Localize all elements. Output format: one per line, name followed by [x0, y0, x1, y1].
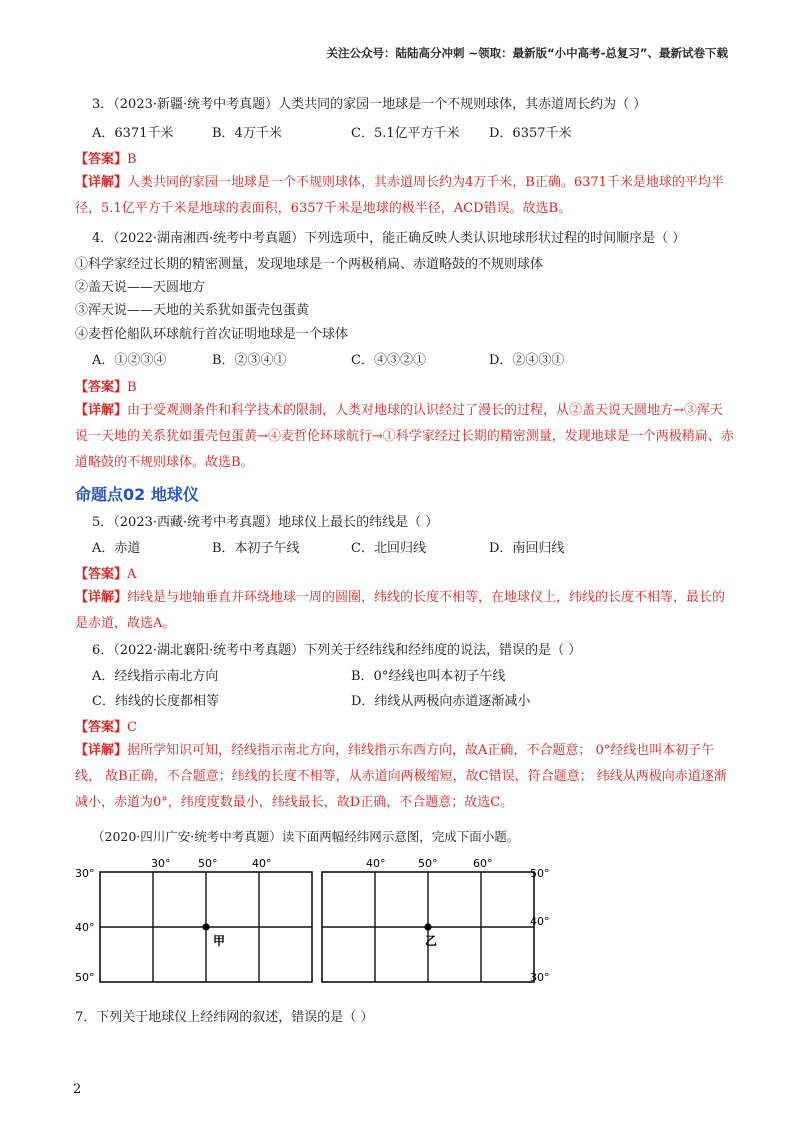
point-label-jia: 甲 — [213, 934, 226, 948]
detail-label: 【详解】 — [75, 590, 128, 605]
q6-stem: 6．（2022·湖北襄阳·统考中考真题）下列关于经纬线和经纬度的说法，错误的是（ ） — [92, 643, 582, 658]
detail-text: 纬线是与地轴垂直并环绕地球一周的圆圈，纬线的长度不相等，在地球仪上，纬线的长度不相等，最长的是赤道，故选A。 — [75, 590, 726, 631]
q6-answer — [75, 720, 735, 736]
point-label-yi: 乙 — [425, 934, 438, 948]
lon-label: 30° — [151, 857, 171, 870]
q4-option-a: A．①②③④ — [92, 353, 167, 368]
q4-stem: 4．（2022·湖南湘西·统考中考真题）下列选项中，能正确反映人类认识地球形状过程的时间顺序是（ ） — [92, 231, 686, 246]
lat-lon-grid-right — [318, 855, 568, 990]
detail-text: 由于受观测条件和科学技术的限制，人类对地球的认识经过了漫长的过程，从②盖天说天圆地方→③浑天说一天地的关系犹如蛋壳包蛋黄→④麦哲伦环球航行→①科学家经过长期的精密测量，发现地球是一个两极稍扁、赤道略鼓的不规则球体。故选B。 — [75, 403, 734, 470]
answer-value: A — [127, 567, 137, 582]
answer-label: 【答案】 — [75, 152, 128, 167]
q4-answer — [75, 380, 735, 396]
q4-item-2: ②盖天说——天圆地方 — [75, 280, 206, 295]
q5-answer — [75, 567, 735, 583]
answer-label: 【答案】 — [75, 720, 128, 735]
lon-label: 40° — [252, 857, 272, 870]
figure-caption: （2020·四川广安·统考中考真题）读下面两幅经纬网示意图，完成下面小题。 — [92, 829, 520, 844]
lat-label: 40° — [530, 915, 550, 928]
q6-options-row2 — [75, 694, 735, 710]
lon-label: 50° — [198, 857, 218, 870]
lon-label: 40° — [366, 857, 386, 870]
q5-option-a: A．赤道 — [92, 541, 141, 556]
q3-answer — [75, 152, 735, 168]
answer-label: 【答案】 — [75, 380, 128, 395]
answer-label: 【答案】 — [75, 567, 128, 582]
q5-detail — [75, 585, 735, 637]
lon-label: 50° — [418, 857, 438, 870]
q3-option-b: B．4万千米 — [212, 126, 282, 141]
lat-lon-grid-left — [72, 855, 322, 990]
q5-options — [75, 541, 735, 557]
q7-stem: 7．下列关于地球仪上经纬网的叙述，错误的是（ ） — [75, 1010, 374, 1025]
q5-option-d: D．南回归线 — [489, 541, 565, 556]
q6-option-a: A．经线指示南北方向 — [92, 669, 219, 684]
q6-options-row1 — [75, 669, 735, 685]
page-number: 2 — [73, 1082, 82, 1097]
q6-option-b: B．0°经线也叫本初子午线 — [351, 669, 506, 684]
point-marker-yi — [424, 923, 431, 930]
q4-option-d: D．②④③① — [489, 353, 565, 368]
section-title: 命题点02 地球仪 — [75, 485, 199, 504]
q3-options — [75, 126, 735, 142]
q5-stem: 5．（2023·西藏·统考中考真题）地球仪上最长的纬线是（ ） — [92, 515, 439, 530]
detail-label: 【详解】 — [75, 743, 128, 758]
q6-detail — [75, 738, 735, 816]
q4-item-1: ①科学家经过长期的精密测量，发现地球是一个两极稍扁、赤道略鼓的不规则球体 — [75, 257, 544, 272]
q4-item-4: ④麦哲伦船队环球航行首次证明地球是一个球体 — [75, 327, 349, 342]
q3-option-a: A．6371千米 — [92, 126, 174, 141]
q4-option-c: C．④③②① — [351, 353, 426, 368]
q4-item-3: ③浑天说——天地的关系犹如蛋壳包蛋黄 — [75, 303, 310, 318]
q6-option-c: C．纬线的长度都相等 — [92, 694, 219, 709]
lon-label: 60° — [473, 857, 493, 870]
q3-stem: 3．（2023·新疆·统考中考真题）人类共同的家园一地球是一个不规则球体，其赤道周长约为（ ） — [92, 97, 647, 112]
answer-value: B — [127, 152, 137, 167]
lat-label: 30° — [530, 971, 550, 984]
detail-text: 人类共同的家园一地球是一个不规则球体，其赤道周长约为4万千米，B正确。6371千米是地球的平均半径，5.1亿平方千米是地球的表面积，6357千米是地球的极半径，ACD错误。故选B。 — [75, 175, 724, 216]
lat-label: 50° — [530, 867, 550, 880]
detail-label: 【详解】 — [75, 175, 128, 190]
q4-detail — [75, 398, 735, 476]
answer-value: C — [127, 720, 137, 735]
page-header: 关注公众号：陆陆高分冲刺 ~领取：最新版“小中高考-总复习”、最新试卷下载 — [326, 46, 728, 60]
q5-option-c: C．北回归线 — [351, 541, 426, 556]
q6-option-d: D．纬线从两极向赤道逐渐减小 — [351, 694, 531, 709]
detail-text: 据所学知识可知，经线指示南北方向，纬线指示东西方向，故A正确，不合题意； 0°经线也叫本初子午线， 故B正确，不合题意；纬线的长度不相等，从赤道向两极缩短，故C错误，符合题意； 纬线从两极向赤道逐渐减小，赤道为0°，纬度度数最小，纬线最长，故D正确，不合题意；故选C。 — [75, 743, 727, 810]
detail-label: 【详解】 — [75, 403, 128, 418]
lat-label: 50° — [75, 971, 95, 984]
lat-label: 30° — [75, 867, 95, 880]
lat-label: 40° — [75, 921, 95, 934]
point-marker-jia — [202, 923, 209, 930]
q3-option-d: D．6357千米 — [489, 126, 572, 141]
answer-value: B — [127, 380, 137, 395]
q4-options — [75, 353, 735, 369]
q5-option-b: B．本初子午线 — [212, 541, 300, 556]
q4-option-b: B．②③④① — [212, 353, 287, 368]
q3-option-c: C．5.1亿平方千米 — [351, 126, 460, 141]
q3-detail — [75, 170, 735, 222]
